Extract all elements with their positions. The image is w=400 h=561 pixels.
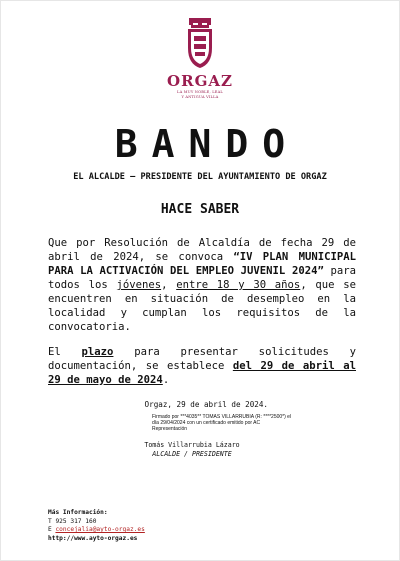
deadline-dates: del 29 de abril al 29 de mayo de 2024 [48, 360, 356, 386]
document-subtitle: EL ALCALDE – PRESIDENTE DEL AYUNTAMIENTO DE ORGAZ [73, 172, 327, 182]
p2-text-1: El [48, 346, 82, 358]
signer-name: Tomás Villarrubia Lázaro [144, 441, 240, 449]
plazo-word: plazo [81, 346, 114, 358]
contact-website-link[interactable]: http://www.ayto-orgaz.es [48, 534, 138, 542]
municipal-logo [165, 18, 235, 99]
signer [0, 441, 384, 459]
hace-saber-heading: HACE SABER [160, 202, 240, 217]
age-range: entre 18 y 30 años [176, 279, 301, 291]
p1-text-4: , que se encuentren en situación de desempleo en la localidad y cumplan los requisitos de la convocatoria. [48, 279, 356, 333]
coat-of-arms-icon [185, 18, 215, 70]
p2-text-3: . [162, 374, 170, 386]
contact-title: Más Información: [48, 509, 108, 516]
p2-text-2: para presentar solicitudes y documentación, se establece [48, 346, 356, 372]
program-name: “IV PLAN MUNICIPAL PARA LA ACTIVACIÓN DEL EMPLEO JUVENIL 2024” [48, 251, 356, 277]
announcement-paragraph [48, 236, 356, 334]
contact-email-link[interactable]: concejalia@ayto-orgaz.es [55, 526, 145, 533]
deadline-paragraph [48, 345, 356, 387]
contact-email-row [48, 526, 145, 535]
contact-phone: T 925 317 160 [48, 517, 97, 525]
signer-role: ALCALDE / PRESIDENTE [152, 450, 232, 458]
logo-motto: LA MUY NOBLE, LEAL Y ANTIGUA VILLA [177, 90, 223, 99]
place-date: Orgaz, 29 de abril de 2024. [144, 400, 268, 409]
p1-text-2: para todos los [48, 265, 356, 291]
p1-text-3: , [161, 279, 177, 291]
target-group: jóvenes [116, 279, 162, 291]
logo-wordmark: ORGAZ [167, 72, 233, 90]
contact-info [48, 509, 145, 543]
email-prefix: E [48, 526, 56, 533]
digital-signature-stamp: Firmado por ***4035** TOMAS VILLARRUBIA (R: ****2500*) el día 29/04/2024 con un certificado emitido por AC Representación [152, 414, 292, 432]
p1-text-1: Que por Resolución de Alcaldía de fecha 29 de abril de 2024, se convoca [48, 237, 356, 263]
document-title: BANDO [114, 122, 300, 166]
